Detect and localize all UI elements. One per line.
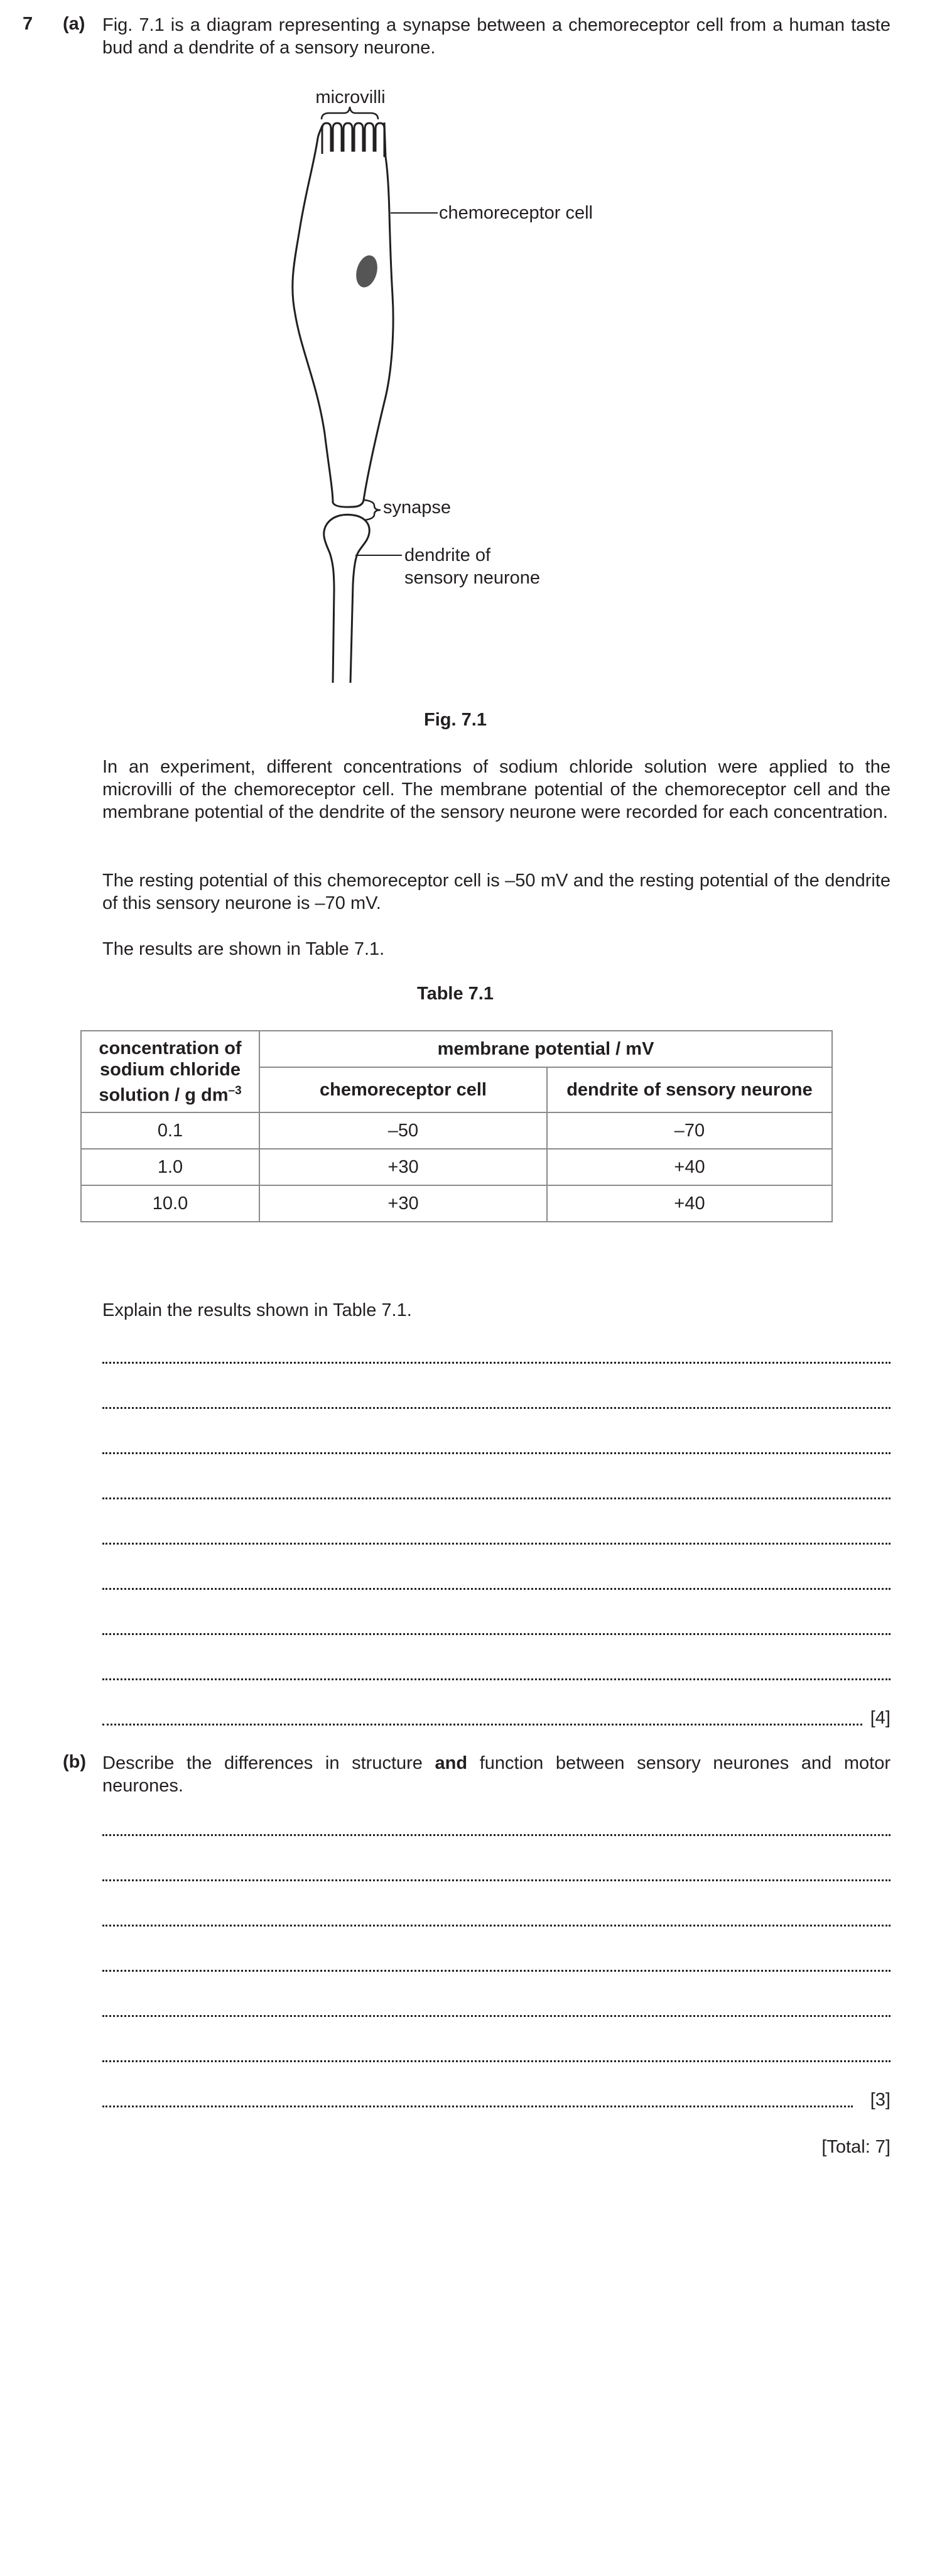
label-chemoreceptor-cell: chemoreceptor cell [439, 203, 593, 223]
header-concentration: concentration of sodium chloride solution / g $dm^{-3}$ [81, 1031, 259, 1112]
part-a-intro: Fig. 7.1 is a diagram representing a synapse between a chemoreceptor cell from a human taste bud and a dendrite of a sensory neurone. [102, 15, 891, 58]
table-row [81, 1185, 832, 1222]
cell-chemoreceptor: +30 [259, 1185, 547, 1222]
cell-concentration: 10.0 [81, 1185, 259, 1222]
dendrite-outline [324, 514, 370, 683]
label-dendrite-line2: sensory neurone [404, 568, 541, 588]
figure-caption: Fig. 7.1 [424, 710, 487, 730]
part-b-marks: [3] [867, 2089, 891, 2111]
header-chemoreceptor-cell: chemoreceptor cell [259, 1067, 547, 1112]
label-synapse: synapse [383, 497, 452, 518]
part-a-marks: [4] [867, 1707, 891, 1729]
cell-concentration: 0.1 [81, 1112, 259, 1149]
answer-line[interactable] [102, 1543, 891, 1545]
answer-line[interactable] [102, 1879, 891, 1881]
microvilli-fingers [322, 123, 384, 157]
label-microvilli: microvilli [315, 87, 386, 107]
table-row [81, 1149, 832, 1185]
answer-line[interactable] [102, 1834, 891, 1836]
answer-line[interactable] [102, 2015, 891, 2017]
answer-line[interactable] [102, 1925, 891, 1927]
table-title: Table 7.1 [417, 984, 494, 1004]
chemoreceptor-cell-outline [293, 122, 393, 507]
answer-line[interactable] [102, 1678, 891, 1680]
results-table [80, 1030, 833, 1222]
cell-dendrite: +40 [547, 1149, 832, 1185]
part-b-label: (b) [63, 1752, 87, 1772]
synapse-bracket [364, 500, 381, 520]
cell-dendrite: –70 [547, 1112, 832, 1149]
cell-dendrite: +40 [547, 1185, 832, 1222]
header-membrane-potential: membrane potential / mV [259, 1031, 832, 1067]
part-a-label: (a) [63, 14, 85, 34]
answer-line[interactable] [102, 1970, 891, 1972]
results-reference: The results are shown in Table 7.1. [102, 939, 385, 959]
answer-line[interactable] [102, 1407, 891, 1409]
label-dendrite-line1: dendrite of [404, 545, 491, 565]
answer-line[interactable] [102, 1452, 891, 1454]
part-a-prompt: Explain the results shown in Table 7.1. [102, 1300, 412, 1320]
experiment-paragraph: In an experiment, different concentrations of sodium chloride solution were applied to the microvilli of the chemoreceptor cell. The membrane potential of the chemoreceptor cell and the membrane potential of the dendrite of the sensory neurone were recorded for each concentration. [102, 757, 891, 822]
answer-line[interactable] [102, 2106, 853, 2107]
header-dendrite: dendrite of sensory neurone [547, 1067, 832, 1112]
total-marks: [Total: 7] [818, 2136, 891, 2158]
resting-potential-paragraph: The resting potential of this chemoreceptor cell is –50 mV and the resting potential of the dendrite of this sensory neurone is –70 mV. [102, 871, 891, 913]
cell-concentration: 1.0 [81, 1149, 259, 1185]
nucleus [353, 253, 381, 290]
answer-line[interactable] [102, 1633, 891, 1635]
synapse-diagram [0, 0, 942, 722]
cell-chemoreceptor: –50 [259, 1112, 547, 1149]
cell-chemoreceptor: +30 [259, 1149, 547, 1185]
answer-line[interactable] [102, 1362, 891, 1364]
answer-line[interactable] [102, 2060, 891, 2062]
table-row [81, 1112, 832, 1149]
answer-line[interactable] [102, 1588, 891, 1590]
question-number: 7 [23, 14, 33, 34]
answer-line[interactable] [102, 1724, 862, 1725]
part-b-prompt: Describe the differences in structure and function between sensory neurones and motor neurones. [102, 1753, 891, 1796]
microvilli-brace [322, 107, 378, 119]
answer-line[interactable] [102, 1497, 891, 1499]
